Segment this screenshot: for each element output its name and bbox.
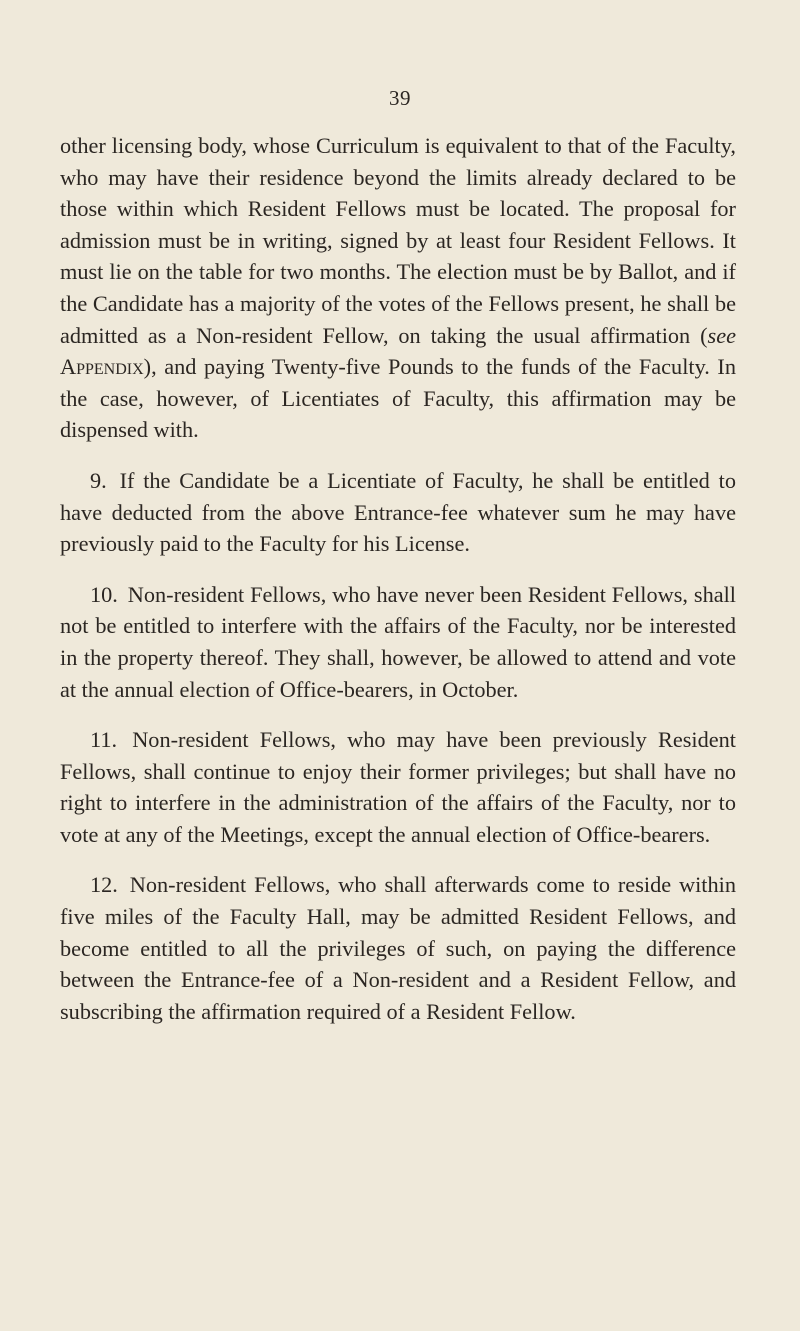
paragraph-11	[60, 724, 736, 850]
paragraph-text: other licensing body, whose Curriculum is equivalent to that of the Faculty, who may have their residence beyond the limits already declared to be those within which Resident Fellows must be located. The proposal for admission must be in writing, signed by at least four Resident Fellows. It must lie on the table for two months. The election must be by Ballot, and if the Candidate has a majority of the votes of the Fellows present, he shall be admitted as a Non-resident Fellow, on taking the usual affirmation (	[60, 133, 736, 348]
paragraph-number: 11.	[90, 727, 118, 753]
paragraph-text: Non-resident Fellows, who have never been Resident Fellows, shall not be entitled to interfere with the affairs of the Faculty, nor be interested in the property thereof. They shall, however, be allowed to attend and vote at the annual election of Office-bearers, in October.	[60, 581, 737, 702]
paragraph-9	[60, 465, 736, 560]
paragraph-text-after: ), and paying Twenty-five Pounds to the funds of the Faculty. In the case, however, of Licentiates of Faculty, this affirmation may be dispensed with.	[60, 354, 736, 443]
paragraph-12	[60, 869, 736, 1027]
paragraph-text: Non-resident Fellows, who may have been previously Resident Fellows, shall continue to enjoy their former privileges; but shall have no right to interfere in the administration of the affairs of the Faculty, nor to vote at any of the Meetings, except the annual election of Office-bearers.	[60, 727, 736, 847]
appendix-reference: Appendix	[60, 354, 144, 380]
paragraph-text: Non-resident Fellows, who shall afterwards come to reside within five miles of the Faculty Hall, may be admitted Resident Fellows, and become entitled to all the privileges of such, on paying the difference between the Entrance-fee of a Non-resident and a Resident Fellow, and subscribing the affirmation required of a Resident Fellow.	[60, 872, 736, 1024]
body-text	[60, 130, 736, 1027]
paragraph-continued	[60, 130, 736, 446]
paragraph-10	[60, 579, 736, 705]
paragraph-number: 12.	[90, 872, 118, 898]
paragraph-number: 9.	[90, 467, 107, 493]
paragraph-text: If the Candidate be a Licentiate of Faculty, he shall be entitled to have deducted from the above Entrance-fee whatever sum he may have previously paid to the Faculty for his License.	[60, 467, 736, 557]
paragraph-number: 10.	[90, 581, 118, 607]
see-reference: see	[707, 322, 736, 348]
page-number: 39	[389, 86, 411, 110]
